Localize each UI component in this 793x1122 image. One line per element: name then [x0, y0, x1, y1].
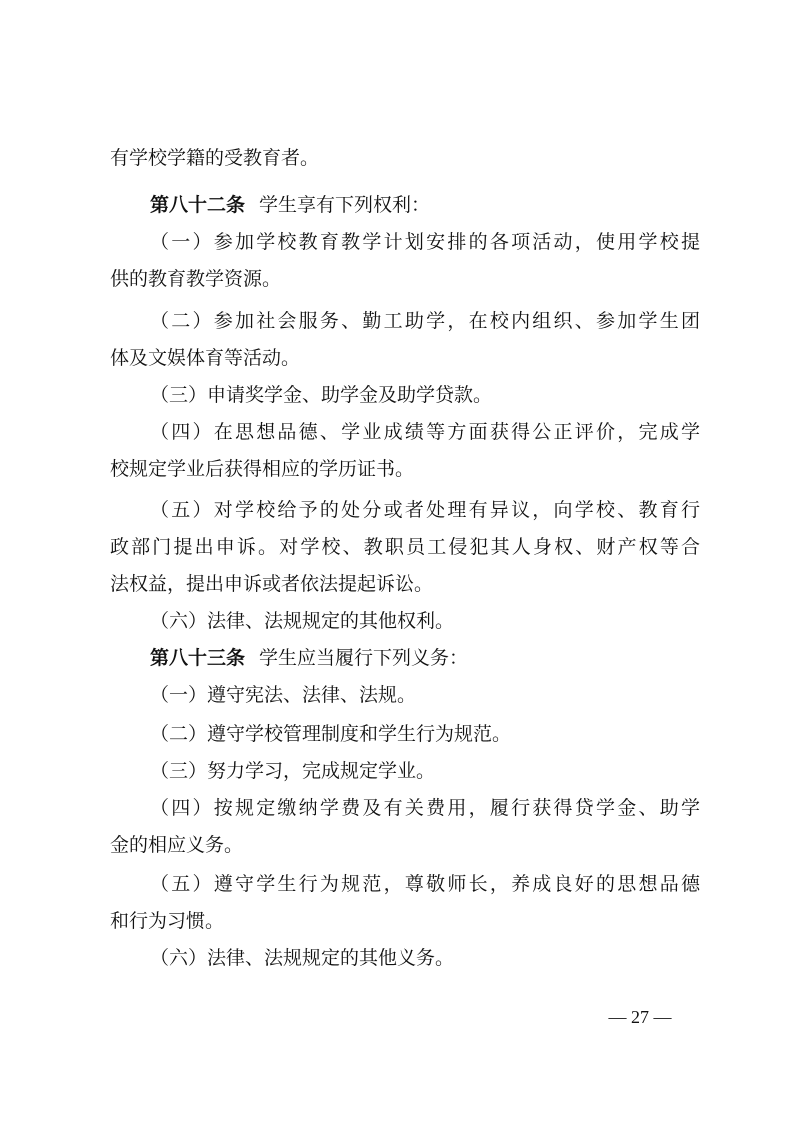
text-line: 校规定学业后获得相应的学历证书。 [110, 458, 415, 480]
text-line: 体及文娱体育等活动。 [110, 347, 301, 369]
text-line: 法权益，提出申诉或者依法提起诉讼。 [110, 573, 434, 595]
text-line: （四）在思想品德、学业成绩等方面获得公正评价，完成学 [150, 421, 700, 443]
text-line: （五）遵守学生行为规范，尊敬师长，养成良好的思想品德 [150, 873, 700, 895]
article-text: 学生享有下列权利： [259, 194, 431, 216]
text-line: （四）按规定缴纳学费及有关费用，履行获得贷学金、助学 [150, 797, 700, 819]
text-line: （二）参加社会服务、勤工助学，在校内组织、参加学生团 [150, 310, 700, 332]
page-number: — 27 — [608, 1007, 672, 1027]
text-line: （三）努力学习，完成规定学业。 [150, 760, 436, 782]
text-line: 和行为习惯。 [110, 910, 225, 932]
text-line: 金的相应义务。 [110, 834, 244, 856]
text-line: （六）法律、法规规定的其他义务。 [150, 947, 455, 969]
text-line: （一）遵守宪法、法律、法规。 [150, 684, 417, 706]
text-line: （三）申请奖学金、助学金及助学贷款。 [150, 384, 493, 406]
article-number: 第八十二条 [150, 194, 246, 216]
text-line: 政部门提出申诉。对学校、教职员工侵犯其人身权、财产权等合 [110, 536, 700, 558]
article-text: 学生应当履行下列义务： [259, 647, 469, 669]
article-number: 第八十三条 [150, 647, 246, 669]
text-line: 有学校学籍的受教育者。 [110, 147, 320, 169]
text-line: （六）法律、法规规定的其他权利。 [150, 610, 455, 632]
text-line: 供的教育教学资源。 [110, 268, 282, 290]
text-line: （一）参加学校教育教学计划安排的各项活动，使用学校提 [150, 231, 700, 253]
article-heading [150, 192, 740, 218]
text-line: （五）对学校给予的处分或者处理有异议，向学校、教育行 [150, 499, 700, 521]
article-heading [150, 645, 740, 671]
text-line: （二）遵守学校管理制度和学生行为规范。 [150, 723, 512, 745]
